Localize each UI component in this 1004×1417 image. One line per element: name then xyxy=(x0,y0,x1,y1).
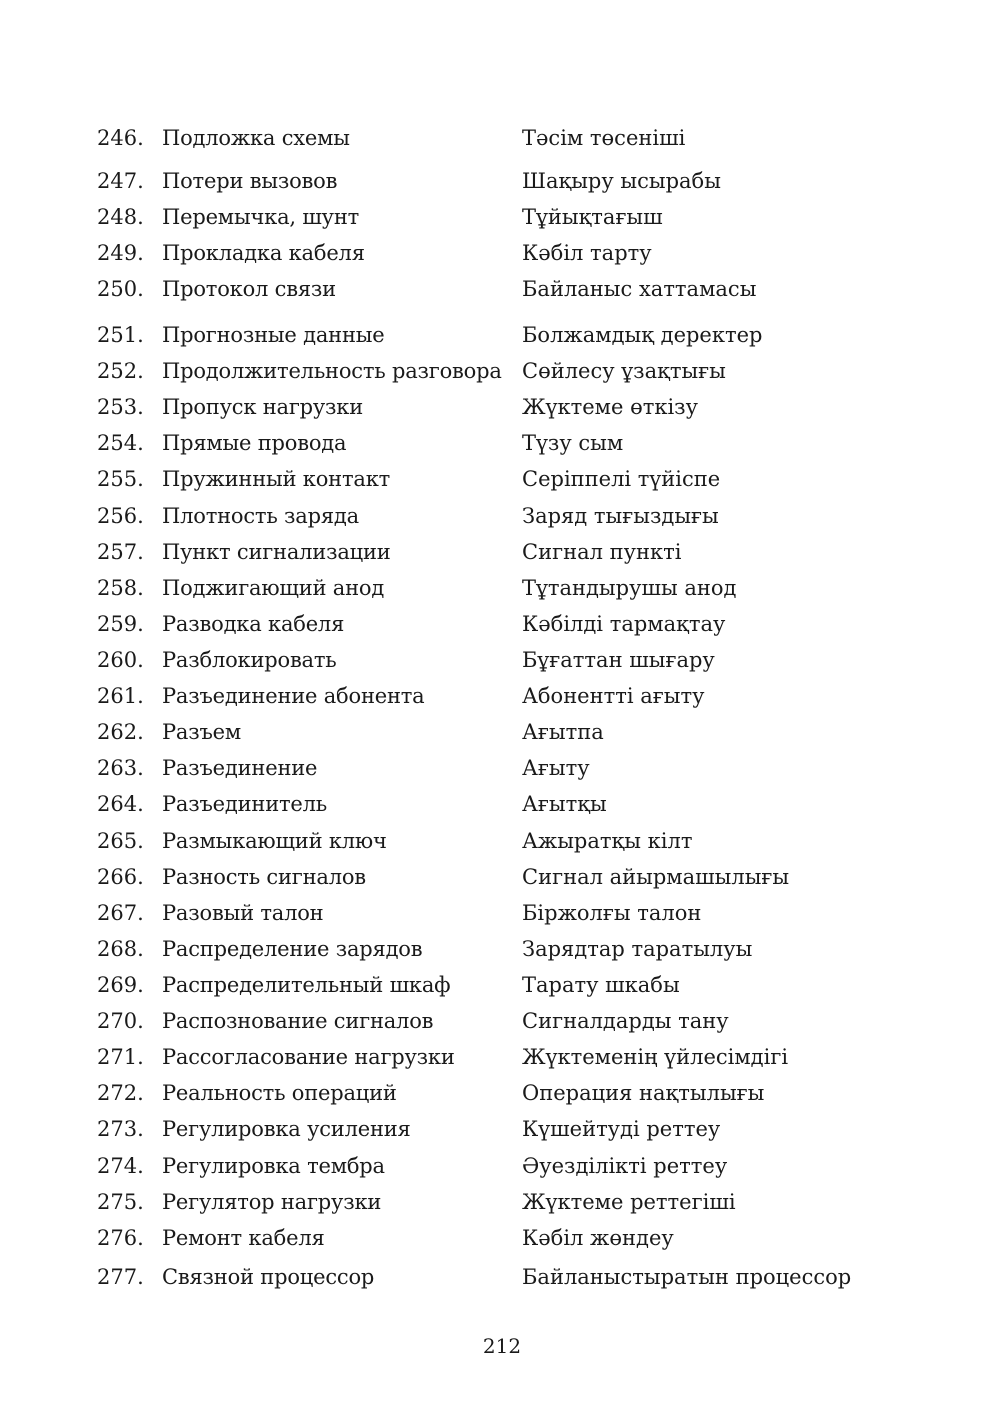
entry-number: 266. xyxy=(97,865,144,889)
kazakh-term: Абоненттi ағыту xyxy=(522,684,705,708)
russian-term: Потери вызовов xyxy=(162,169,338,193)
glossary-row xyxy=(0,714,1004,750)
russian-term: Размыкающий ключ xyxy=(162,829,387,853)
kazakh-term: Зарядтар таратылуы xyxy=(522,937,753,961)
entry-number: 263. xyxy=(97,756,144,780)
kazakh-term: Әуезділікті реттеу xyxy=(522,1154,728,1178)
kazakh-term: Ағытқы xyxy=(522,792,607,816)
glossary-row xyxy=(0,317,1004,353)
kazakh-term: Түзу сым xyxy=(522,431,624,455)
russian-term: Разводка кабеля xyxy=(162,612,345,636)
russian-term: Разовый талон xyxy=(162,901,324,925)
glossary-row xyxy=(0,606,1004,642)
glossary-row xyxy=(0,353,1004,389)
kazakh-term: Заряд тығыздығы xyxy=(522,504,719,528)
glossary-row xyxy=(0,1148,1004,1184)
glossary-row xyxy=(0,235,1004,271)
entry-number: 248. xyxy=(97,205,144,229)
kazakh-term: Кәбілді тармақтау xyxy=(522,612,726,636)
kazakh-term: Тарату шкабы xyxy=(522,973,680,997)
kazakh-term: Біржолғы талон xyxy=(522,901,702,925)
kazakh-term: Ажыратқы кілт xyxy=(522,829,693,853)
russian-term: Перемычка, шунт xyxy=(162,205,360,229)
russian-term: Разность сигналов xyxy=(162,865,366,889)
kazakh-term: Сигнал пункті xyxy=(522,540,682,564)
kazakh-term: Тұтандырушы анод xyxy=(522,576,737,600)
russian-term: Распределение зарядов xyxy=(162,937,423,961)
kazakh-term: Жүктеме реттегіші xyxy=(522,1190,736,1214)
entry-number: 250. xyxy=(97,277,144,301)
kazakh-term: Кәбіл тарту xyxy=(522,241,652,265)
entry-number: 249. xyxy=(97,241,144,265)
entry-number: 275. xyxy=(97,1190,144,1214)
russian-term: Прямые провода xyxy=(162,431,347,455)
russian-term: Пропуск нагрузки xyxy=(162,395,364,419)
russian-term: Поджигающий анод xyxy=(162,576,385,600)
glossary-row xyxy=(0,271,1004,307)
glossary-row xyxy=(0,750,1004,786)
glossary-row xyxy=(0,1111,1004,1147)
entry-number: 258. xyxy=(97,576,144,600)
entry-number: 259. xyxy=(97,612,144,636)
entry-number: 274. xyxy=(97,1154,144,1178)
kazakh-term: Бұғаттан шығару xyxy=(522,648,715,672)
glossary-row xyxy=(0,570,1004,606)
glossary-row xyxy=(0,642,1004,678)
glossary-row xyxy=(0,120,1004,156)
glossary-row xyxy=(0,498,1004,534)
russian-term: Ремонт кабеля xyxy=(162,1226,325,1250)
glossary-row xyxy=(0,1003,1004,1039)
kazakh-term: Шақыру ысырабы xyxy=(522,169,721,193)
entry-number: 261. xyxy=(97,684,144,708)
entry-number: 253. xyxy=(97,395,144,419)
entry-number: 260. xyxy=(97,648,144,672)
entry-number: 256. xyxy=(97,504,144,528)
kazakh-term: Серіппелі түйіспе xyxy=(522,467,721,491)
russian-term: Прогнозные данные xyxy=(162,323,385,347)
russian-term: Разъем xyxy=(162,720,242,744)
entry-number: 247. xyxy=(97,169,144,193)
russian-term: Прокладка кабеля xyxy=(162,241,365,265)
russian-term: Разъединитель xyxy=(162,792,328,816)
glossary-row xyxy=(0,1259,1004,1295)
glossary-row xyxy=(0,967,1004,1003)
kazakh-term: Сөйлесу ұзақтығы xyxy=(522,359,726,383)
entry-number: 269. xyxy=(97,973,144,997)
glossary-row xyxy=(0,1039,1004,1075)
russian-term: Регулировка тембра xyxy=(162,1154,385,1178)
kazakh-term: Байланыс хаттамасы xyxy=(522,277,757,301)
glossary-row xyxy=(0,1075,1004,1111)
entry-number: 257. xyxy=(97,540,144,564)
russian-term: Распределительный шкаф xyxy=(162,973,451,997)
entry-number: 271. xyxy=(97,1045,144,1069)
kazakh-term: Тұйықтағыш xyxy=(522,205,663,229)
russian-term: Плотность заряда xyxy=(162,504,359,528)
entry-number: 272. xyxy=(97,1081,144,1105)
glossary-row xyxy=(0,1184,1004,1220)
entry-number: 252. xyxy=(97,359,144,383)
russian-term: Пружинный контакт xyxy=(162,467,391,491)
glossary-row xyxy=(0,389,1004,425)
russian-term: Регулировка усиления xyxy=(162,1117,411,1141)
entry-number: 265. xyxy=(97,829,144,853)
entry-number: 251. xyxy=(97,323,144,347)
russian-term: Пункт сигнализации xyxy=(162,540,391,564)
entry-number: 267. xyxy=(97,901,144,925)
russian-term: Разъединение абонента xyxy=(162,684,425,708)
entry-number: 273. xyxy=(97,1117,144,1141)
kazakh-term: Ағыту xyxy=(522,756,590,780)
glossary-row xyxy=(0,931,1004,967)
kazakh-term: Сигнал айырмашылығы xyxy=(522,865,790,889)
glossary-row xyxy=(0,425,1004,461)
glossary-row xyxy=(0,678,1004,714)
russian-term: Разблокировать xyxy=(162,648,337,672)
kazakh-term: Жүктеменің үйлесімдігі xyxy=(522,1045,789,1069)
entry-number: 255. xyxy=(97,467,144,491)
russian-term: Регулятор нагрузки xyxy=(162,1190,382,1214)
entry-number: 246. xyxy=(97,126,144,150)
glossary-row xyxy=(0,199,1004,235)
glossary-row xyxy=(0,895,1004,931)
kazakh-term: Сигналдарды тану xyxy=(522,1009,729,1033)
entry-number: 254. xyxy=(97,431,144,455)
russian-term: Протокол связи xyxy=(162,277,336,301)
page-number: 212 xyxy=(482,1334,522,1358)
kazakh-term: Байланыстыратын процессор xyxy=(522,1265,852,1289)
entry-number: 276. xyxy=(97,1226,144,1250)
glossary-row xyxy=(0,534,1004,570)
kazakh-term: Операция нақтылығы xyxy=(522,1081,765,1105)
glossary-row xyxy=(0,1220,1004,1256)
russian-term: Разъединение xyxy=(162,756,318,780)
glossary-row xyxy=(0,786,1004,822)
glossary-row xyxy=(0,859,1004,895)
kazakh-term: Кәбіл жөндеу xyxy=(522,1226,674,1250)
kazakh-term: Болжамдық деректер xyxy=(522,323,763,347)
russian-term: Продолжительность разговора xyxy=(162,359,502,383)
russian-term: Подложка схемы xyxy=(162,126,350,150)
russian-term: Связной процессор xyxy=(162,1265,375,1289)
glossary-row xyxy=(0,461,1004,497)
glossary-row xyxy=(0,163,1004,199)
entry-number: 262. xyxy=(97,720,144,744)
kazakh-term: Ағытпа xyxy=(522,720,604,744)
entry-number: 277. xyxy=(97,1265,144,1289)
kazakh-term: Күшейтуді реттеу xyxy=(522,1117,721,1141)
kazakh-term: Жүктеме өткізу xyxy=(522,395,698,419)
russian-term: Распознование сигналов xyxy=(162,1009,434,1033)
kazakh-term: Тәсім төсеніші xyxy=(522,126,686,150)
russian-term: Рассогласование нагрузки xyxy=(162,1045,455,1069)
entry-number: 268. xyxy=(97,937,144,961)
entry-number: 270. xyxy=(97,1009,144,1033)
glossary-row xyxy=(0,823,1004,859)
entry-number: 264. xyxy=(97,792,144,816)
russian-term: Реальность операций xyxy=(162,1081,397,1105)
